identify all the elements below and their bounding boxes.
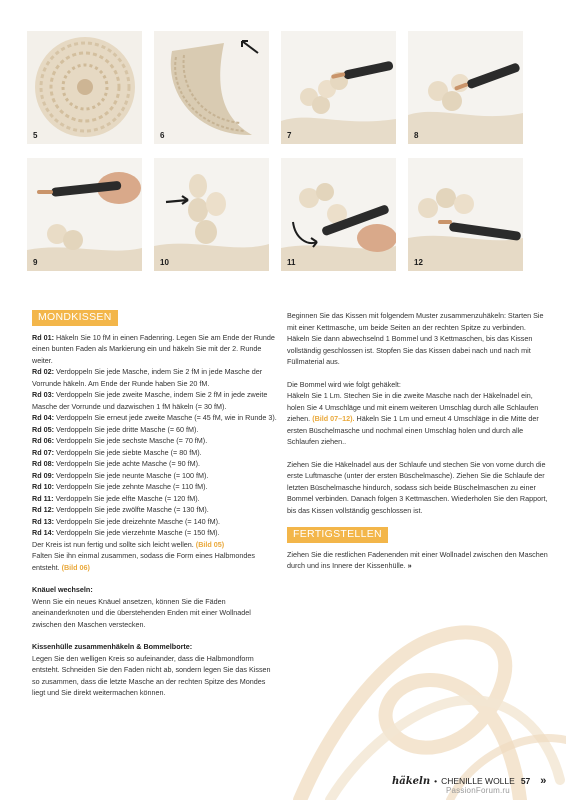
- round-instruction: [32, 504, 280, 516]
- round-instruction: [32, 481, 280, 493]
- kissenhuelle-paragraph: Legen Sie den welligen Kreis so aufeinander, dass die Halbmondform entsteht. Schneiden Sie den Faden nicht ab, sondern legen Sie das Kissen so zusammen, dass die letzte Masche an der rechten Spitze des Mondes liegt und Sie direkt weitermachen können.: [32, 653, 271, 697]
- round-label: Rd 07:: [32, 447, 54, 457]
- round-text: Verdoppeln Sie jede zehnte Masche (= 110 fM).: [53, 482, 208, 491]
- photo-grid: [27, 31, 523, 271]
- round-text: Verdoppeln Sie jede siebte Masche (= 80 fM).: [53, 447, 202, 457]
- chenille-loops-image: [281, 31, 396, 144]
- round-text: Häkeln Sie 10 fM in einen Fadenring. Legen Sie am Ende der Runde einen bunten Faden als Markierung ein und häkeln Sie mit der 2. Runde weiter.: [32, 332, 275, 365]
- bommel-intro: Die Bommel wird wie folgt gehäkelt:: [287, 379, 401, 389]
- round-label: Rd 08:: [32, 459, 54, 468]
- round-instruction: [32, 470, 280, 482]
- round-instruction: [32, 332, 280, 367]
- bommel-paragraph: [287, 390, 549, 448]
- photo-number: 8: [414, 131, 419, 140]
- round-instruction: [32, 389, 280, 412]
- subheading-knaeuel: Knäuel wechseln:: [32, 585, 93, 594]
- round-label: Rd 02:: [32, 367, 54, 376]
- photo-step-12: [408, 158, 523, 271]
- round-text: Verdoppeln Sie jede elfte Masche (= 120 fM).: [53, 493, 200, 503]
- left-column: [32, 310, 280, 699]
- round-label: Rd 12:: [32, 505, 54, 514]
- next-page-arrow: »: [540, 775, 547, 787]
- round-text: Verdoppeln Sie jede neunte Masche (= 100 fM).: [53, 470, 209, 480]
- photo-number: 7: [287, 131, 292, 140]
- photo-step-11: [281, 158, 396, 271]
- figure-reference: (Bild 07–12).: [312, 414, 355, 423]
- knaeuel-paragraph: Wenn Sie ein neues Knäuel ansetzen, können Sie die Fäden aneinanderknoten und die überstehenden Enden mit einer Wollnadel zwischen den Maschen verstecken.: [32, 596, 251, 629]
- continue-arrow: »: [407, 561, 412, 570]
- page-number: 57: [520, 776, 531, 786]
- chenille-loops-image: [408, 31, 523, 144]
- round-instruction: [32, 527, 280, 539]
- round-text: Verdoppeln Sie jede dreizehnte Masche (= 140 fM).: [53, 516, 220, 526]
- photo-number: 5: [33, 131, 38, 140]
- photo-step-10: [154, 158, 269, 271]
- round-instruction: [32, 516, 280, 528]
- subheading-kissenhuelle: Kissenhülle zusammenhäkeln & Bommelborte:: [32, 642, 193, 651]
- round-label: Rd 03:: [32, 390, 54, 399]
- round-label: Rd 01:: [32, 332, 54, 342]
- round-label: Rd 09:: [32, 470, 54, 480]
- figure-reference: (Bild 06): [61, 562, 90, 572]
- watermark: PassionForum.ru: [446, 786, 510, 795]
- round-label: Rd 11:: [32, 493, 54, 503]
- photo-step-7: [281, 31, 396, 144]
- falten-paragraph: [32, 550, 280, 573]
- round-label: Rd 14:: [32, 528, 54, 537]
- right-column: [287, 310, 549, 572]
- round-label: Rd 04:: [32, 413, 54, 422]
- kreis-paragraph: [32, 539, 280, 551]
- round-text: Verdoppeln Sie jede achte Masche (= 90 fM).: [53, 459, 200, 468]
- hook-in-hand-image: [27, 158, 142, 271]
- footer-title: CHENILLE WOLLE: [441, 776, 515, 786]
- fertigstellen-text: Ziehen Sie die restlichen Fadenenden mit einer Wollnadel zwischen den Maschen durch und ins Innere der Kissenhülle.: [287, 549, 548, 570]
- round-instruction: [32, 435, 280, 447]
- figure-reference: (Bild 05): [195, 539, 225, 549]
- half-moon-image: [154, 31, 269, 144]
- bommel-text-b: Häkeln Sie 1 Lm und erneut 4 Umschläge in die Mitte der ersten Büschelmasche und nochmal einen Umschlag holen und durch alle Schlaufen ziehen..: [287, 414, 539, 446]
- photo-number: 10: [160, 258, 169, 267]
- photo-number: 11: [287, 258, 296, 267]
- round-text: Verdoppeln Sie jede dritte Masche (= 60 fM).: [53, 424, 199, 434]
- round-text: Verdoppeln Sie jede Masche, indem Sie 2 fM in jede Masche der Vorrunde häkeln. Am Ende der Runde haben Sie 20 fM.: [32, 367, 263, 388]
- footer-separator: •: [434, 776, 438, 786]
- round-instruction: [32, 447, 280, 459]
- photo-number: 6: [160, 131, 165, 140]
- round-text: Verdoppeln Sie erneut jede zweite Masche (= 45 fM, wie in Runde 3).: [53, 413, 277, 422]
- photo-step-8: [408, 31, 523, 144]
- round-text: Verdoppeln Sie jede vierzehnte Masche (= 150 fM).: [53, 528, 220, 537]
- section-heading-fertigstellen: FERTIGSTELLEN: [287, 527, 388, 543]
- section-heading-mondkissen: MONDKISSEN: [32, 310, 118, 326]
- photo-number: 9: [33, 258, 38, 267]
- round-label: Rd 10:: [32, 482, 54, 491]
- bobbles-image: [154, 158, 269, 271]
- round-instruction: [32, 458, 280, 470]
- hook-on-edge-image: [408, 158, 523, 271]
- falten-text: Falten Sie ihn einmal zusammen, sodass die Form eines Halbmondes entsteht.: [32, 551, 255, 572]
- haekelnadel-paragraph: Ziehen Sie die Häkelnadel aus der Schlaufe und stechen Sie von vorne durch die erste Luftmasche (unter der ersten Büschelmasche). Ziehen Sie die Schlaufe der letzten Büschelmasche hindurch, sodass sich beide Büschelmaschen zu einer Bommel verbinden. Danach folgen 3 Kettmaschen. Wiederholen Sie den Rapport, bis das Kissen vollständig geschlossen ist.: [287, 459, 548, 515]
- photo-step-5: [27, 31, 142, 144]
- round-label: Rd 13:: [32, 516, 54, 526]
- photo-step-9: [27, 158, 142, 271]
- bommel-text-a: Häkeln Sie 1 Lm. Stechen Sie in die zweite Masche nach der Häkelnadel ein, holen Sie 4 Umschläge und mit einem weiteren Umschlag durch alle Schlaufen ziehen.: [287, 391, 539, 423]
- round-crochet-image: [27, 31, 142, 144]
- round-instruction: [32, 424, 280, 436]
- kreis-text: Der Kreis ist nun fertig und sollte sich leicht wellen.: [32, 539, 194, 549]
- photo-number: 12: [414, 258, 423, 267]
- round-label: Rd 06:: [32, 436, 54, 445]
- hook-in-hand-image: [281, 158, 396, 271]
- zusammenhaekeln-paragraph: Beginnen Sie das Kissen mit folgendem Muster zusammenzuhäkeln: Starten Sie mit einer Kettmasche, um beide Seiten an der rechten Spitze zu verbinden. Häkeln Sie dann abwechselnd 1 Bommel und 3 Kettmaschen, bis das Kissen vollständig geschlossen ist. Stopfen Sie das Kissen dabei nach und nach mit Füllmaterial aus.: [287, 311, 544, 366]
- round-instruction: [32, 366, 280, 389]
- round-instruction: [32, 493, 280, 505]
- round-instruction: [32, 412, 280, 424]
- photo-step-6: [154, 31, 269, 144]
- fertigstellen-paragraph: [287, 549, 549, 572]
- round-text: Verdoppeln Sie jede sechste Masche (= 70 fM).: [53, 436, 208, 445]
- round-text: Verdoppeln Sie jede zwölfte Masche (= 130 fM).: [53, 505, 209, 514]
- round-text: Verdoppeln Sie jede zweite Masche, indem Sie 2 fM in jede zweite Masche der Vorrunde und dazwischen 1 fM häkeln (= 30 fM).: [32, 390, 268, 411]
- round-label: Rd 05:: [32, 424, 54, 434]
- magazine-brand: häkeln: [392, 776, 431, 787]
